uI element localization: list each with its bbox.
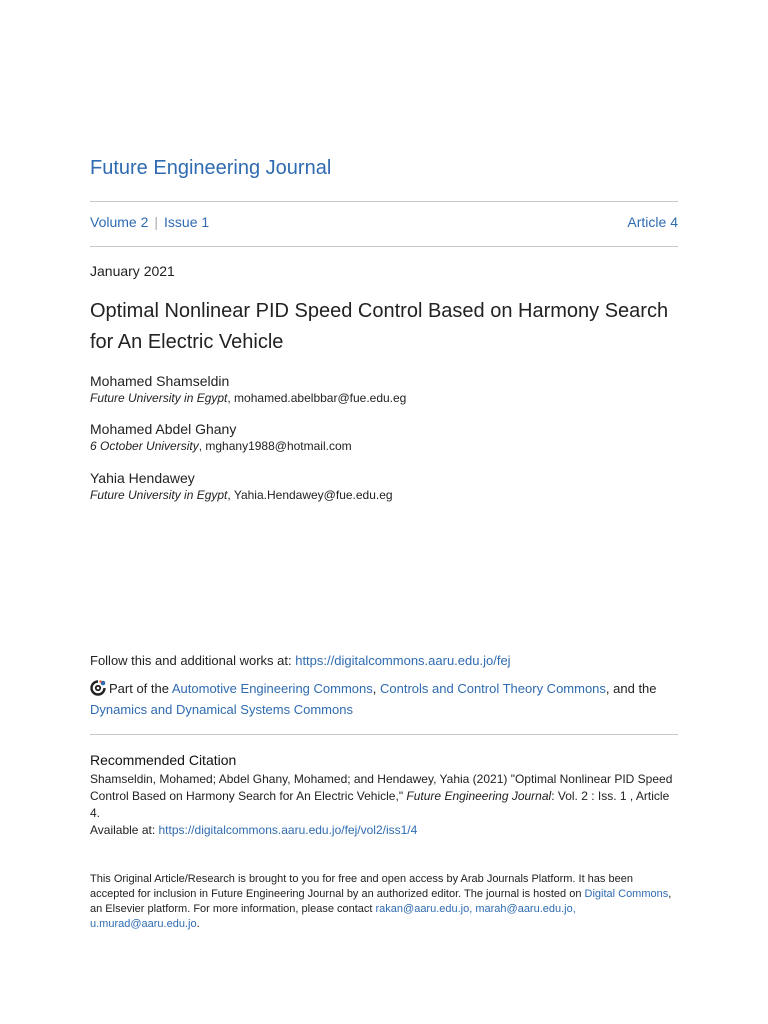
automotive-engineering-commons-link[interactable]: Automotive Engineering Commons	[171, 681, 373, 696]
citation-volume: : Vol. 2 : Iss. 1 , Article 4.	[90, 789, 670, 820]
follow-link[interactable]: https://digitalcommons.aaru.edu.jo/fej	[295, 653, 511, 668]
author-block	[90, 469, 678, 503]
notice-period: .	[196, 918, 200, 930]
volume-issue-separator: |	[154, 214, 159, 230]
recommended-citation-heading: Recommended Citation	[90, 752, 237, 768]
contact-emails-link[interactable]: rakan@aaru.edu.jo, marah@aaru.edu.jo, u.murad@aaru.edu.jo	[90, 903, 576, 930]
citation-journal: Future Engineering Journal	[406, 789, 552, 803]
divider-top	[90, 201, 678, 202]
journal-title-link[interactable]: Future Engineering Journal	[90, 157, 332, 179]
bepress-network-icon	[90, 680, 106, 696]
part-of-commons	[90, 678, 678, 720]
author-name: Mohamed Shamseldin	[90, 373, 230, 389]
author-name: Yahia Hendawey	[90, 470, 195, 486]
article-number-link[interactable]: Article 4	[627, 214, 678, 230]
author-block	[90, 372, 678, 406]
author-email: , Yahia.Hendawey@fue.edu.eg	[227, 488, 393, 502]
author-block	[90, 420, 678, 454]
available-label: Available at:	[90, 823, 159, 837]
notice-text-2: , an Elsevier platform. For more information, please contact	[90, 888, 672, 915]
author-affiliation	[90, 487, 678, 503]
author-institution: Future University in Egypt	[90, 391, 228, 405]
issue-link[interactable]: Issue 1	[164, 214, 210, 230]
follow-text: Follow this and additional works at:	[90, 653, 296, 668]
notice-text: This Original Article/Research is brought to you for free and open access by Arab Journals Platform. It has been accepted for inclusion in Future Engineering Journal by an authorized editor. The journal is hosted on	[90, 873, 633, 900]
issue-row	[90, 214, 678, 230]
comma: ,	[372, 681, 380, 696]
access-notice	[90, 872, 678, 932]
author-affiliation	[90, 390, 678, 406]
volume-link[interactable]: Volume 2	[90, 214, 149, 230]
citation-text	[90, 771, 678, 822]
author-email: , mohamed.abelbbar@fue.edu.eg	[227, 391, 407, 405]
author-email: , mghany1988@hotmail.com	[198, 439, 352, 453]
controls-control-theory-commons-link[interactable]: Controls and Control Theory Commons	[380, 681, 606, 696]
part-of-prefix: Part of the	[109, 681, 172, 696]
available-at	[90, 823, 678, 837]
volume-issue	[90, 214, 209, 230]
author-institution: Future University in Egypt	[90, 488, 228, 502]
author-name: Mohamed Abdel Ghany	[90, 421, 237, 437]
follow-line	[90, 653, 678, 668]
and-the-text: , and the	[605, 681, 657, 696]
publication-date: January 2021	[90, 263, 175, 279]
article-title: Optimal Nonlinear PID Speed Control Based on Harmony Search for An Electric Vehicle	[90, 300, 669, 353]
author-institution: 6 October University	[90, 439, 199, 453]
divider-issue	[90, 246, 678, 247]
article-url-link[interactable]: https://digitalcommons.aaru.edu.jo/fej/vol2/iss1/4	[158, 823, 418, 837]
divider-citation	[90, 734, 678, 735]
author-affiliation	[90, 438, 678, 454]
citation-authors-title: Shamseldin, Mohamed; Abdel Ghany, Mohamed; and Hendawey, Yahia (2021) "Optimal Nonlinear PID Speed Control Based on Harmony Search for An Electric Vehicle,"	[90, 772, 673, 803]
dynamics-systems-commons-link[interactable]: Dynamics and Dynamical Systems Commons	[90, 702, 353, 717]
digital-commons-link[interactable]: Digital Commons	[584, 888, 669, 900]
